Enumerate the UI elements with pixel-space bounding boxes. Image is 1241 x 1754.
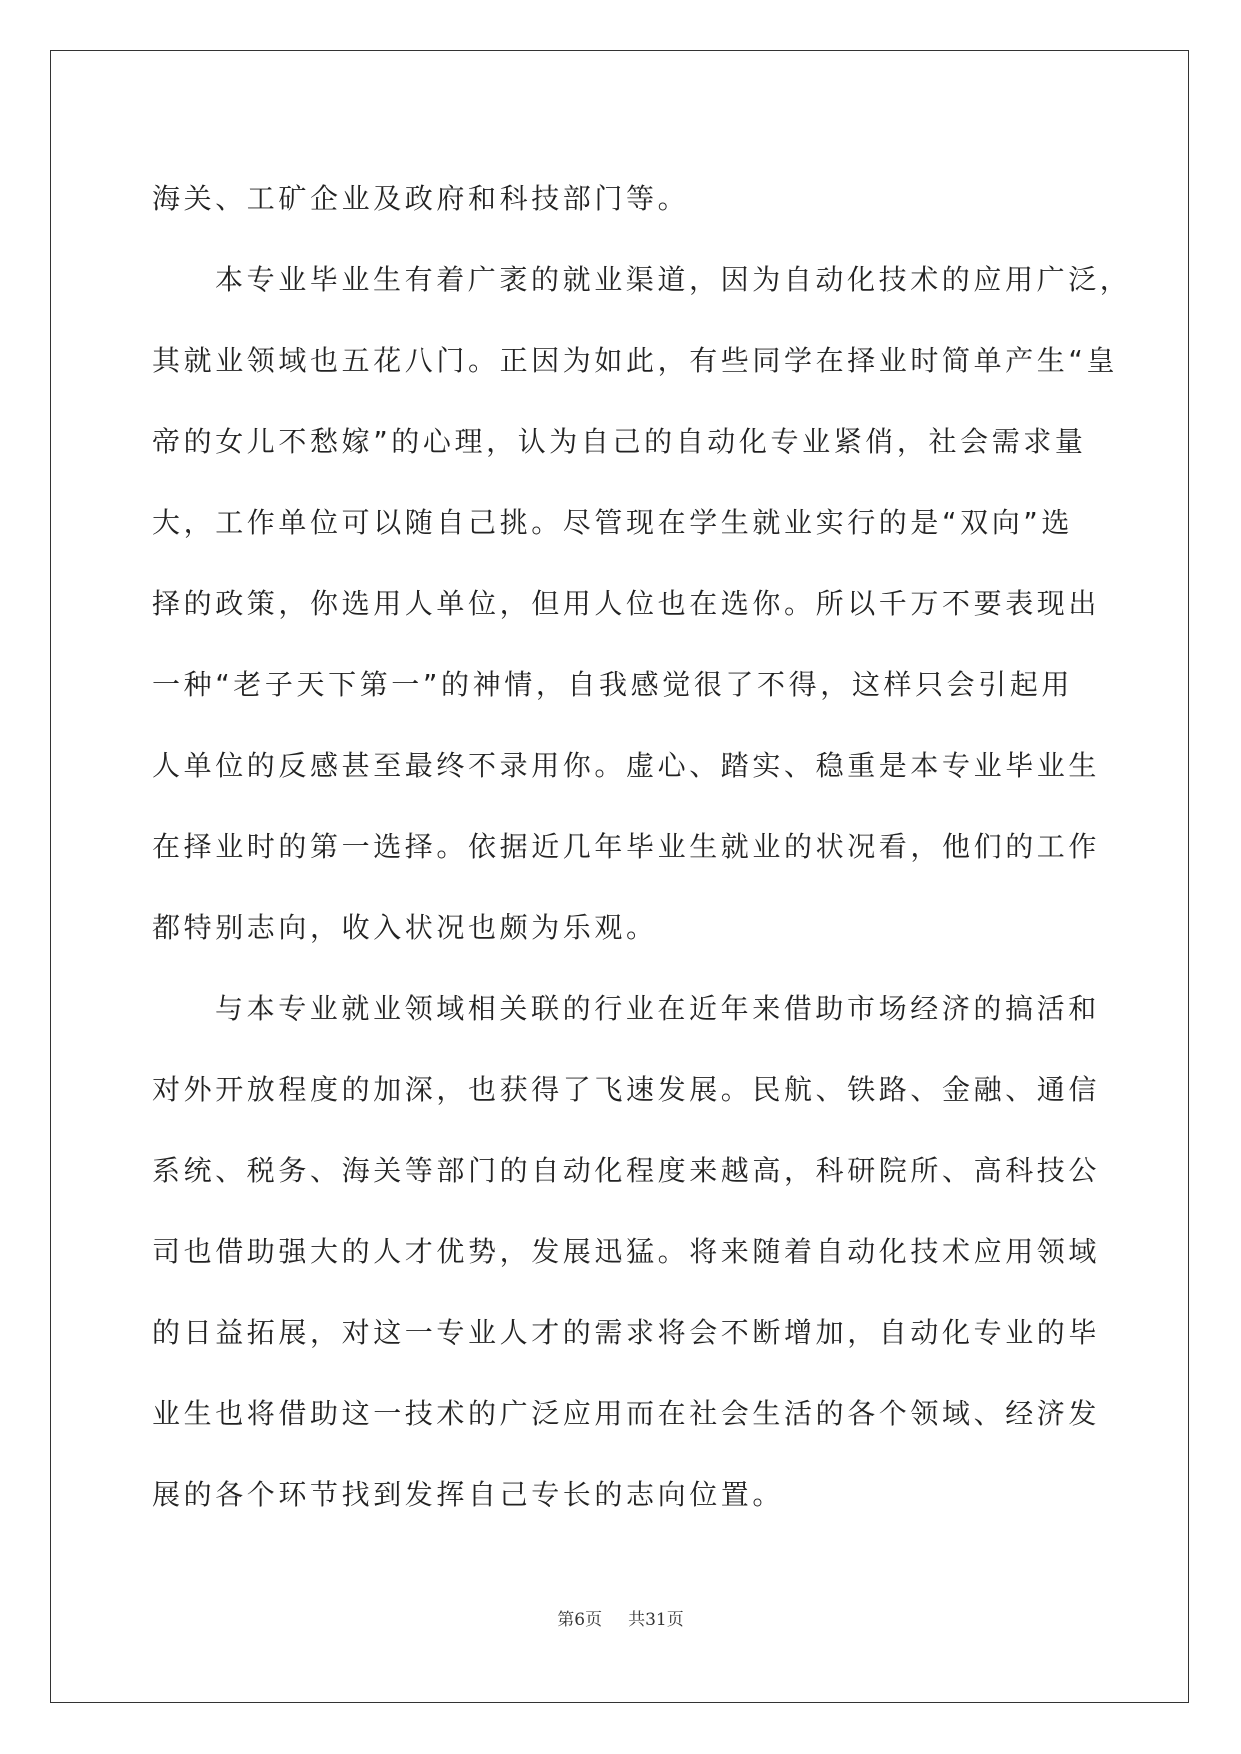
text-line: 人单位的反感甚至最终不录用你。虚心、踏实、稳重是本专业毕业生 xyxy=(152,749,1101,782)
text-line: 都特别志向，收入状况也颇为乐观。 xyxy=(152,911,658,944)
paragraph-start-line: 本专业毕业生有着广袤的就业渠道，因为自动化技术的应用广泛， xyxy=(215,263,1132,296)
document-body xyxy=(152,158,1132,1535)
text-line: 系统、税务、海关等部门的自动化程度来越高，科研院所、高科技公 xyxy=(152,1154,1101,1187)
text-line: 的日益拓展，对这一专业人才的需求将会不断增加，自动化专业的毕 xyxy=(152,1316,1101,1349)
page-total: 共31页 xyxy=(628,1610,684,1630)
page-footer xyxy=(0,1605,1241,1630)
text-line: 择的政策，你选用人单位，但用人位也在选你。所以千万不要表现出 xyxy=(152,587,1101,620)
paragraph-start-line: 与本专业就业领域相关联的行业在近年来借助市场经济的搞活和 xyxy=(215,992,1100,1025)
text-line: 业生也将借助这一技术的广泛应用而在社会生活的各个领域、经济发 xyxy=(152,1397,1101,1430)
page-number: 第6页 xyxy=(557,1610,603,1630)
text-line: 对外开放程度的加深，也获得了飞速发展。民航、铁路、金融、通信 xyxy=(152,1073,1101,1106)
text-line: 帝的女儿不愁嫁”的心理，认为自己的自动化专业紧俏，社会需求量 xyxy=(152,425,1087,458)
text-line: 展的各个环节找到发挥自己专长的志向位置。 xyxy=(152,1478,785,1511)
text-line: 一种“老子天下第一”的神情，自我感觉很了不得，这样只会引起用 xyxy=(152,668,1074,701)
text-line: 其就业领域也五花八门。正因为如此，有些同学在择业时简单产生“皇 xyxy=(152,344,1119,377)
text-line: 大，工作单位可以随自己挑。尽管现在学生就业实行的是“双向”选 xyxy=(152,506,1074,539)
text-line: 海关、工矿企业及政府和科技部门等。 xyxy=(152,182,690,215)
text-line: 在择业时的第一选择。依据近几年毕业生就业的状况看，他们的工作 xyxy=(152,830,1101,863)
text-line: 司也借助强大的人才优势，发展迅猛。将来随着自动化技术应用领域 xyxy=(152,1235,1101,1268)
